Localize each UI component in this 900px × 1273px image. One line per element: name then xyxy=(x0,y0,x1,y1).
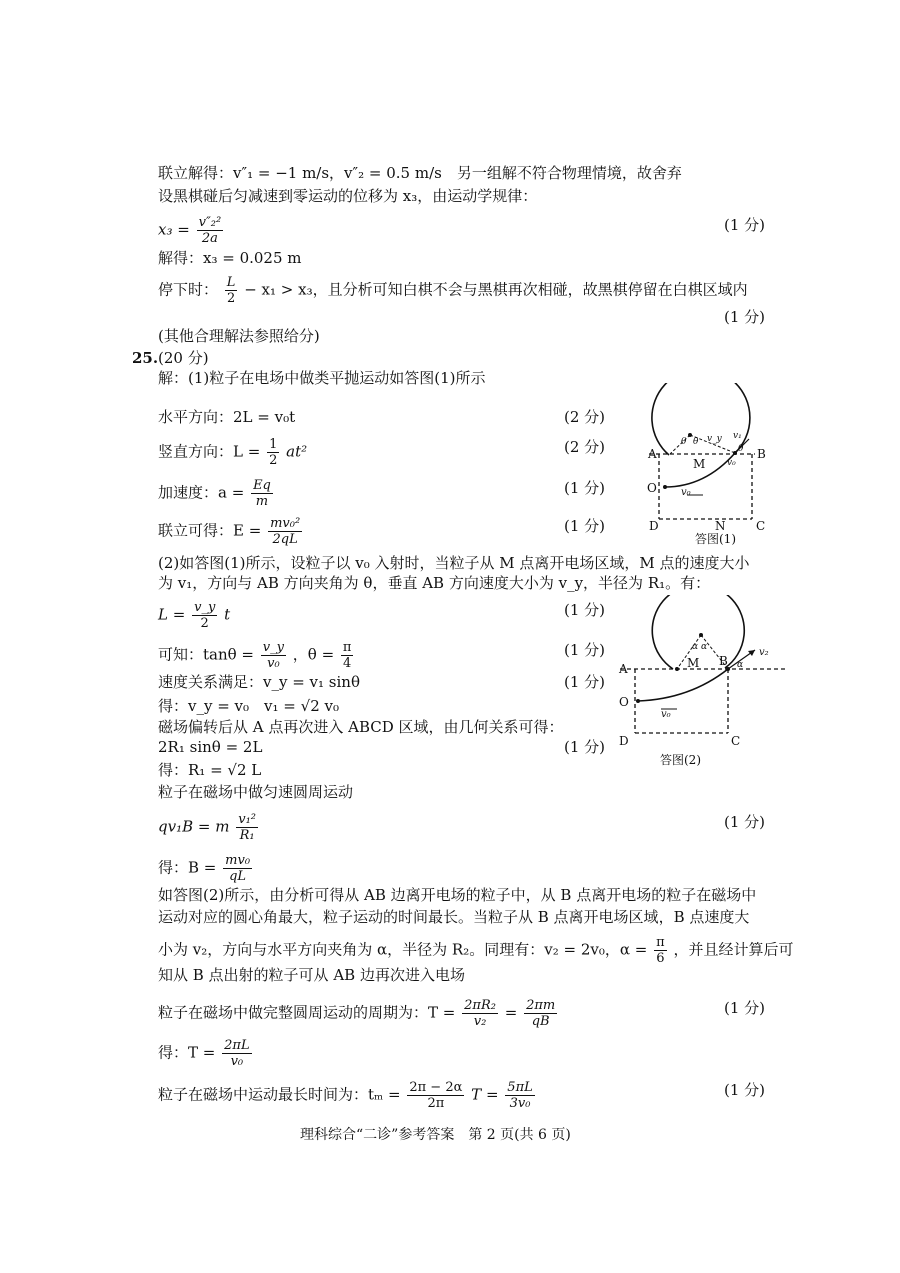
fraction: $\frac{\text{mv₀}}{qL}$ xyxy=(225,853,251,884)
formula-lhs: x₃ = xyxy=(158,220,190,239)
fraction: $\frac{2\pi m}{qB}$ xyxy=(526,998,556,1029)
label-alpha: α xyxy=(737,660,744,670)
label-v0-at-M: v₀ xyxy=(727,458,736,468)
formula-B: 得：B = $\frac{\text{mv₀}}{qL}$ xyxy=(158,853,251,884)
score: (1 分) xyxy=(564,641,606,659)
score: (1 分) xyxy=(724,308,766,326)
score: (1 分) xyxy=(564,601,606,619)
label-v1: v₁ xyxy=(733,431,742,441)
circle-center xyxy=(688,433,692,437)
score: (1 分) xyxy=(564,517,606,535)
figure-1 xyxy=(635,383,790,543)
formula-stop xyxy=(158,275,748,306)
score: (1 分) xyxy=(724,999,766,1017)
formula-L: L = $\frac{v\_y}{2}$ t xyxy=(158,600,231,631)
point-O xyxy=(636,699,640,703)
fraction: $\frac{Eq}{m}$ xyxy=(253,478,271,509)
label-A: A xyxy=(648,447,657,461)
text-line: 解：(1)粒子在电场中做类平抛运动如答图(1)所示 xyxy=(158,369,486,387)
page-footer: 理科综合“二诊”参考答案 第 2 页(共 6 页) xyxy=(300,1127,571,1143)
formula-rhs: − x₁ > x₃，且分析可知白棋不会与黑棋再次相碰，故黑棋停留在白棋区域内 xyxy=(244,280,748,299)
label-N: N xyxy=(715,519,726,533)
text-line: 水平方向：2L = v₀t xyxy=(158,408,296,426)
fraction: $\frac{L}{2}$ xyxy=(226,275,236,306)
label-B: B xyxy=(757,447,766,461)
label-vy: v_y xyxy=(707,434,722,444)
formula-acceleration: 加速度：a = $\frac{Eq}{m}$ xyxy=(158,478,271,509)
score: (2 分) xyxy=(564,408,606,426)
text-line: 磁场偏转后从 A 点再次进入 ABCD 区域，由几何关系可得： xyxy=(158,718,564,736)
score: (1 分) xyxy=(724,216,766,234)
text-line: 为 v₁，方向与 AB 方向夹角为 θ，垂直 AB 方向速度大小为 v_y，半径为 R₁。有： xyxy=(158,574,711,592)
score: (1 分) xyxy=(724,1081,766,1099)
fraction: $\frac{\text{v₁²}}{\text{R₁}}$ xyxy=(238,812,257,843)
formula-T: 得：T = $\frac{2\pi L}{\text{v₀}}$ xyxy=(158,1038,250,1069)
fraction: $\frac{\pi}{6}$ xyxy=(656,935,665,966)
label-v0: v₀ xyxy=(661,709,671,720)
formula-vertical: 竖直方向：L = $\frac{1}{2}$ at² xyxy=(158,437,308,468)
text-line: (其他合理解法参照给分) xyxy=(158,327,320,345)
score: (1 分) xyxy=(724,813,766,831)
score: (1 分) xyxy=(564,673,606,691)
label-v0: v₀ xyxy=(681,487,691,498)
question-points: (20 分) xyxy=(158,349,209,367)
score: (1 分) xyxy=(564,738,606,756)
figure-2-caption: 答图(2) xyxy=(660,753,701,767)
fraction: $\frac{\text{v″₂²}}{2a}$ xyxy=(198,215,222,246)
fraction: $\frac{v\_y}{\text{v₀}}$ xyxy=(262,640,284,671)
label-C: C xyxy=(756,519,766,533)
formula-v2: 小为 v₂，方向与水平方向夹角为 α，半径为 R₂。同理有：v₂ = 2v₀，α = $\frac{\pi}{6}$ ，并且经计算后可 xyxy=(158,935,794,966)
fraction: $\frac{2\pi - 2\alpha}{2\pi}$ xyxy=(409,1080,463,1111)
label-D: D xyxy=(649,519,659,533)
text-line: (2)如答图(1)所示，设粒子以 v₀ 入射时，当粒子从 M 点离开电场区域，M 点的速度大小 xyxy=(158,554,750,572)
score: (1 分) xyxy=(564,479,606,497)
formula-tm: 粒子在磁场中运动最长时间为：tₘ = $\frac{2\pi - 2\alpha}{2\pi}$ T = $\frac{5\pi L}{\text{3v₀}}$ xyxy=(158,1080,533,1111)
fraction: $\frac{2\pi L}{\text{v₀}}$ xyxy=(224,1038,250,1069)
label-theta: θ xyxy=(738,444,744,454)
text-line: 2R₁ sinθ = 2L xyxy=(158,738,263,756)
formula-period: 粒子在磁场中做完整圆周运动的周期为：T = $\frac{\text{2πR₂}}{\text{v₂}}$ = $\frac{2\pi m}{qB}$ xyxy=(158,998,556,1029)
label-alpha: α xyxy=(701,642,708,652)
text-line: 得：R₁ = √2 L xyxy=(158,761,262,779)
formula-lhs: 停下时： xyxy=(158,280,219,299)
text-line: 联立解得：v″₁ = −1 m/s，v″₂ = 0.5 m/s 另一组解不符合物理情境，故舍弃 xyxy=(158,164,682,182)
label-theta: θ xyxy=(681,437,687,447)
label-M: M xyxy=(687,656,700,670)
text-line: 速度关系满足：v_y = v₁ sinθ xyxy=(158,673,360,691)
fraction: $\frac{v\_y}{2}$ xyxy=(194,600,216,631)
arrowhead xyxy=(748,650,755,656)
label-v2: v₂ xyxy=(759,647,769,658)
text-line: 设黑棋碰后匀减速到零运动的位移为 x₃，由运动学规律： xyxy=(158,187,538,205)
point-M xyxy=(675,667,679,671)
label-M: M xyxy=(693,457,706,471)
formula-tan: 可知：tanθ = $\frac{v\_y}{\text{v₀}}$ ，θ = $\frac{\pi}{4}$ xyxy=(158,640,352,671)
text-line: 知从 B 点出射的粒子可从 AB 边再次进入电场 xyxy=(158,966,465,984)
text-line: 运动对应的圆心角最大，粒子运动的时间最长。当粒子从 B 点离开电场区域，B 点速度大 xyxy=(158,908,750,926)
score: (2 分) xyxy=(564,438,606,456)
text-line: 如答图(2)所示，由分析可得从 AB 边离开电场的粒子中，从 B 点离开电场的粒子在磁场中 xyxy=(158,886,757,904)
label-theta: θ xyxy=(693,437,699,447)
label-O: O xyxy=(619,695,629,709)
circle-center xyxy=(699,633,703,637)
formula-x3 xyxy=(158,215,225,246)
label-D: D xyxy=(619,734,629,745)
question-number: 25. xyxy=(132,349,159,367)
label-C: C xyxy=(731,734,741,745)
fraction: $\frac{5\pi L}{\text{3v₀}}$ xyxy=(507,1080,533,1111)
label-B: B xyxy=(719,654,728,668)
label-alpha: α xyxy=(692,642,699,652)
fraction: $\frac{\text{2πR₂}}{\text{v₂}}$ xyxy=(464,998,496,1029)
text-line: 粒子在磁场中做匀速圆周运动 xyxy=(158,783,354,801)
formula-lorentz: qv₁B = m $\frac{\text{v₁²}}{\text{R₁}}$ xyxy=(158,812,257,843)
radius-line xyxy=(670,435,690,454)
trajectory xyxy=(638,669,728,701)
fraction: $\frac{\text{mv₀²}}{2qL}$ xyxy=(270,516,301,547)
text-line: 得：v_y = v₀ v₁ = √2 v₀ xyxy=(158,697,339,715)
figure-2 xyxy=(605,595,790,745)
label-A: A xyxy=(619,662,628,676)
formula-E: 联立可得：E = $\frac{\text{mv₀²}}{2qL}$ xyxy=(158,516,301,547)
label-O: O xyxy=(647,481,657,495)
fraction: $\frac{1}{2}$ xyxy=(269,437,278,468)
fraction: $\frac{\pi}{4}$ xyxy=(342,640,352,671)
field-circle-arc xyxy=(652,383,750,455)
figure-1-caption: 答图(1) xyxy=(695,532,736,546)
text-line: 解得：x₃ = 0.025 m xyxy=(158,249,302,267)
point-O xyxy=(663,485,667,489)
